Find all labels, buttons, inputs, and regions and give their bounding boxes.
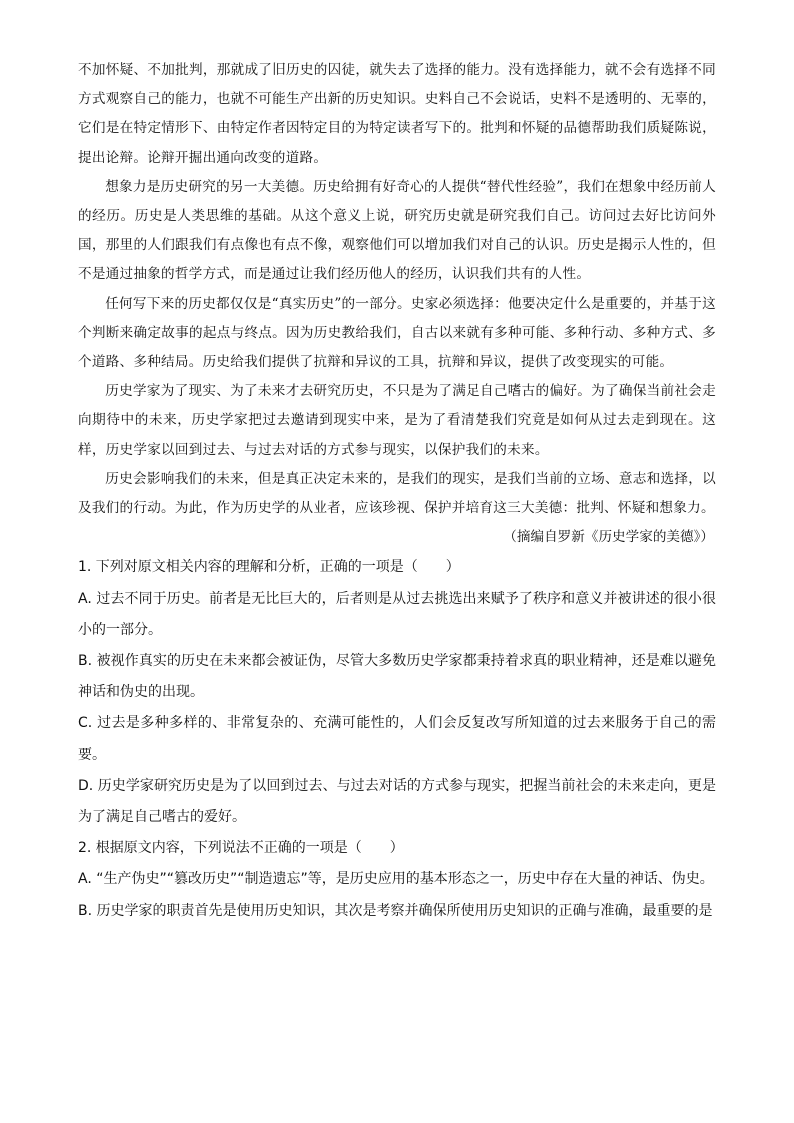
option-a: A. 过去不同于历史。前者是无比巨大的，后者则是从过去挑选出来赋予了秩序和意义并被讲述的很小很小的一部分。 bbox=[78, 590, 716, 638]
question-1 bbox=[78, 552, 716, 833]
question-stem: 1. 下列对原文相关内容的理解和分析，正确的一项是（ ） bbox=[78, 559, 460, 576]
passage-paragraph-5: 历史会影响我们的未来，但是真正决定未来的，是我们的现实，是我们当前的立场、意志和选择，以及我们的行动。为此，作为历史学的从业者，应该珍视、保护并培育这三大美德：批判、怀疑和想象力。 bbox=[78, 470, 716, 517]
passage-paragraph-4: 历史学家为了现实、为了未来才去研究历史，不只是为了满足自己嗜古的偏好。为了确保当前社会走向期待中的未来，历史学家把过去邀请到现实中来，是为了看清楚我们究竟是如何从过去走到现在。这样，历史学家以回到过去、与过去对话的方式参与现实，以保护我们的未来。 bbox=[78, 383, 716, 458]
option-b: B. 被视作真实的历史在未来都会被证伪，尽管大多数历史学家都秉持着求真的职业精神，还是难以避免神话和伪史的出现。 bbox=[78, 653, 716, 701]
question-2 bbox=[78, 833, 716, 927]
passage-source: （摘编自罗新《历史学家的美德》） bbox=[503, 529, 714, 546]
question-list bbox=[78, 552, 716, 926]
option-c: C. 过去是多种多样的、非常复杂的、充满可能性的，人们会反复改写所知道的过去来服务于自己的需要。 bbox=[78, 715, 716, 763]
passage-paragraph-2: 想象力是历史研究的另一大美德。历史给拥有好奇心的人提供“替代性经验”，我们在想象中经历前人的经历。历史是人类思维的基础。从这个意义上说，研究历史就是研究我们自己。访问过去好比访问外国，那里的人们跟我们有点像也有点不像，观察他们可以增加我们对自己的认识。历史是揭示人性的，但不是通过抽象的哲学方式，而是通过让我们经历他人的经历，认识我们共有的人性。 bbox=[78, 178, 716, 283]
option-a: A. “生产伪史”“篡改历史”“制造遗忘”等，是历史应用的基本形态之一，历史中存在大量的神话、伪史。 bbox=[78, 871, 714, 888]
reading-passage bbox=[78, 56, 716, 523]
question-stem: 2. 根据原文内容，下列说法不正确的一项是（ ） bbox=[78, 840, 404, 857]
passage-paragraph-3: 任何写下来的历史都仅仅是“真实历史”的一部分。史家必须选择：他要决定什么是重要的，并基于这个判断来确定故事的起点与终点。因为历史教给我们，自古以来就有多种可能、多种行动、多种方式、多个道路、多种结局。历史给我们提供了抗辩和异议的工具，抗辩和异议，提供了改变现实的可能。 bbox=[78, 295, 716, 371]
option-d: D. 历史学家研究历史是为了以回到过去、与过去对话的方式参与现实，把握当前社会的未来走向，更是为了满足自己嗜古的爱好。 bbox=[78, 777, 716, 826]
option-b: B. 历史学家的职责首先是使用历史知识，其次是考察并确保所使用历史知识的正确与准确，最重要的是 bbox=[78, 902, 713, 919]
passage-paragraph-1: 不加怀疑、不加批判，那就成了旧历史的囚徒，就失去了选择的能力。没有选择能力，就不会有选择不同方式观察自己的能力，也就不可能生产出新的历史知识。史料自己不会说话，史料不是透明的、无辜的，它们是在特定情形下、由特定作者因特定目的为特定读者写下的。批判和怀疑的品德帮助我们质疑陈说，提出论辩。论辩开掘出通向改变的道路。 bbox=[78, 62, 716, 166]
